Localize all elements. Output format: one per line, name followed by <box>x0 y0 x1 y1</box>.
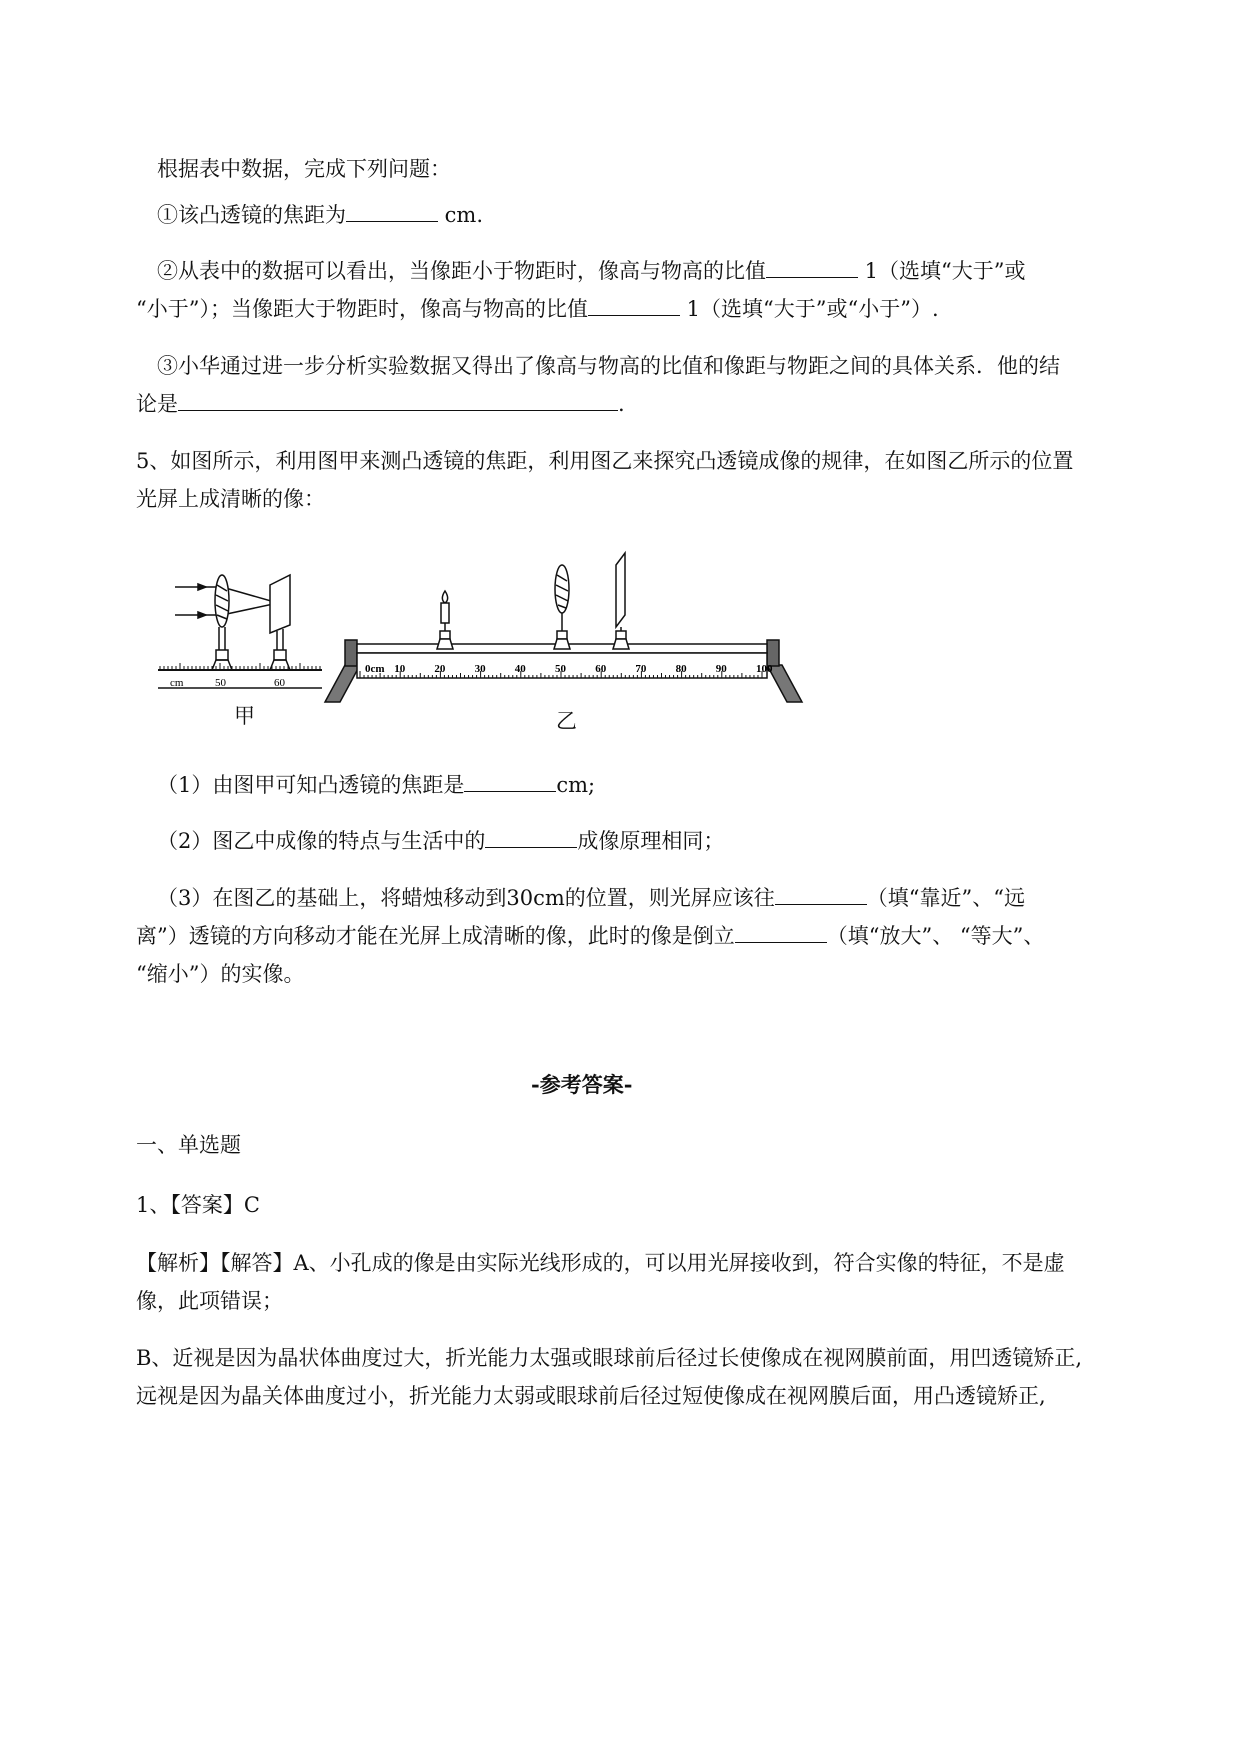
q2-blank-2[interactable] <box>588 289 680 316</box>
figure-jia <box>158 575 322 688</box>
yi-tick-label: 70 <box>635 663 647 675</box>
q2-line1 <box>157 250 1026 292</box>
q3-line2 <box>136 383 625 425</box>
yi-tick-label: 50 <box>555 663 566 675</box>
sub3-line1-pre: （3）在图乙的基础上，将蜡烛移动到30cm的位置，则光屏应该往 <box>157 886 775 910</box>
sub3-line1 <box>157 877 1025 919</box>
jia-ruler-ticks <box>160 663 320 670</box>
sub3-line2-post: （填“放大”、 “等大”、 <box>826 924 1045 948</box>
sub2-blank[interactable] <box>485 821 577 848</box>
jia-tick-label-60: 60 <box>274 677 285 689</box>
sub1-blank[interactable] <box>464 765 556 792</box>
candle <box>437 591 453 649</box>
light-screen <box>613 553 629 649</box>
figure-yi-label: 乙 <box>556 709 577 733</box>
lens-experiment-figure <box>150 545 910 760</box>
yi-tick-label: 10 <box>394 663 406 675</box>
yi-tick-label: 80 <box>675 663 687 675</box>
q1-pre: ①该凸透镜的焦距为 <box>157 203 346 227</box>
jia-tick-label-cm: cm <box>170 677 184 689</box>
sub3-line1-post: （填“靠近”、“远 <box>866 886 1025 910</box>
analysis-b-line1: B、近视是因为晶状体曲度过大，折光能力太强或眼球前后径过长使像成在视网膜前面，用凹透镜矫正, <box>136 1346 1083 1370</box>
q1-line <box>157 194 483 236</box>
q3-line2-post: . <box>618 392 625 416</box>
yi-tick-label: 60 <box>595 663 607 675</box>
sub3-blank-2[interactable] <box>735 916 827 943</box>
sub1-line <box>157 764 595 806</box>
sub3-line2 <box>136 915 1044 957</box>
problem5-line2: 光屏上成清晰的像： <box>136 487 325 511</box>
yi-tick-label: 90 <box>715 663 727 675</box>
q2-line1-pre: ②从表中的数据可以看出，当像距小于物距时，像高与物高的比值 <box>157 259 766 283</box>
sub2-line <box>157 820 724 862</box>
sub3-line3: “缩小”）的实像。 <box>136 962 305 986</box>
jia-tick-label-50: 50 <box>215 677 226 689</box>
q3-line1: ③小华通过进一步分析实验数据又得出了像高与物高的比值和像距与物距之间的具体关系．他的结 <box>157 354 1060 378</box>
yi-tick-label: 20 <box>434 663 446 675</box>
answers-title: -参考答案- <box>531 1072 633 1097</box>
analysis-line2: 像，此项错误； <box>136 1289 283 1313</box>
sub2-pre: （2）图乙中成像的特点与生活中的 <box>157 829 486 853</box>
q1-blank[interactable] <box>346 195 438 222</box>
q3-line2-pre: 论是 <box>136 392 178 416</box>
q2-line1-post: 1（选填“大于”或 <box>858 259 1026 283</box>
yi-tick-label: 40 <box>514 663 526 675</box>
q2-line2-post: 1（选填“大于”或“小于”）. <box>679 297 939 321</box>
analysis-b-line2: 远视是因为晶关体曲度过小，折光能力太弱或眼球前后径过短使像成在视网膜后面，用凸透镜矫正, <box>136 1384 1046 1408</box>
figure-jia-label: 甲 <box>234 704 255 728</box>
q1-post: cm. <box>438 203 484 227</box>
q2-line2-pre: “小于”）；当像距大于物距时，像高与物高的比值 <box>136 297 588 321</box>
problem5-line1: 5、如图所示，利用图甲来测凸透镜的焦距，利用图乙来探究凸透镜成像的规律，在如图乙所示的位置 <box>136 449 1074 473</box>
intro-text: 根据表中数据，完成下列问题： <box>157 157 451 181</box>
answers-section: 一、单选题 <box>136 1133 241 1157</box>
sub1-pre: （1）由图甲可知凸透镜的焦距是 <box>157 773 465 797</box>
analysis-line1: 【解析】【解答】A、小孔成的像是由实际光线形成的，可以用光屏接收到，符合实像的特征，不是虚 <box>136 1251 1065 1275</box>
convex-lens <box>554 565 570 649</box>
sub3-blank-1[interactable] <box>775 878 867 905</box>
q2-line2 <box>136 288 939 330</box>
yi-tick-label: 0cm <box>365 663 385 675</box>
sub3-line2-pre: 离”）透镜的方向移动才能在光屏上成清晰的像，此时的像是倒立 <box>136 924 735 948</box>
yi-tick-label: 100 <box>756 663 773 675</box>
q2-blank-1[interactable] <box>766 251 858 278</box>
q3-blank[interactable] <box>178 384 618 411</box>
answer-item-1: 1、【答案】C <box>136 1193 260 1217</box>
sub2-post: 成像原理相同； <box>577 829 725 853</box>
yi-tick-label: 30 <box>474 663 486 675</box>
sub1-post: cm; <box>556 773 596 797</box>
